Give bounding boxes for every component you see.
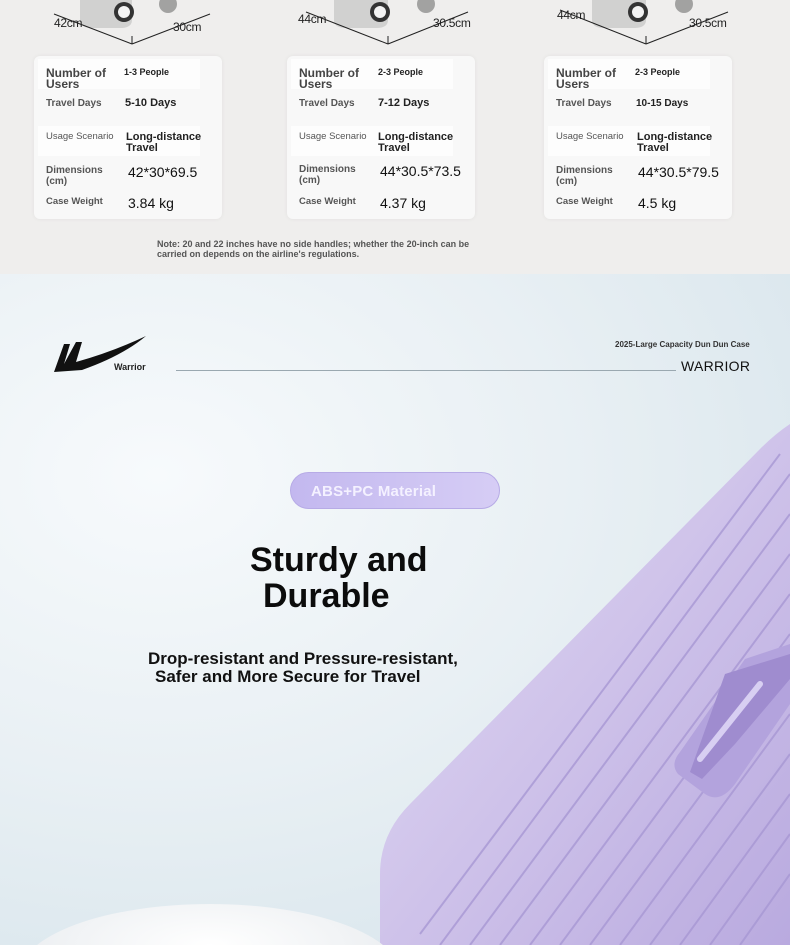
hero-section <box>0 274 790 945</box>
brand-name: WARRIOR <box>681 358 751 374</box>
headline <box>250 542 510 614</box>
subheadline <box>148 650 548 686</box>
spec-card-2 <box>287 56 475 219</box>
logo-text: Warrior <box>114 362 146 372</box>
days-value: 10-15 Days <box>636 98 689 109</box>
material-badge-label: ABS+PC Material <box>311 483 437 500</box>
material-badge <box>290 472 500 509</box>
width-label: 44cm <box>298 12 327 26</box>
subheadline-line-2: Safer and More Secure for Travel <box>155 667 421 686</box>
scenario-key: Usage Scenario <box>556 131 624 142</box>
scenario-key: Usage Scenario <box>299 131 367 142</box>
weight-key: Case Weight <box>299 196 356 207</box>
depth-label: 30cm <box>173 20 202 34</box>
weight-value: 4.5 kg <box>638 195 677 211</box>
users-key: Number of Users <box>46 66 106 91</box>
scenario-value: Long-distance Travel <box>378 131 454 154</box>
dimensions-value: 42*30*69.5 <box>128 164 198 180</box>
dimensions-key: Dimensions (cm) <box>46 165 103 187</box>
weight-value: 3.84 kg <box>128 195 174 211</box>
dimensions-value: 44*30.5*73.5 <box>380 163 461 179</box>
spec-card-3 <box>544 56 732 219</box>
dimensions-key: Dimensions (cm) <box>556 165 613 187</box>
scenario-key: Usage Scenario <box>46 131 114 142</box>
days-key: Travel Days <box>556 98 612 109</box>
depth-label: 30.5cm <box>689 16 727 30</box>
header-divider <box>176 370 676 371</box>
days-key: Travel Days <box>299 98 355 109</box>
scenario-value: Long-distance Travel <box>637 131 713 154</box>
spec-card-1 <box>34 56 222 219</box>
depth-label: 30.5cm <box>433 16 471 30</box>
handle-note: Note: 20 and 22 inches have no side handles; whether the 20-inch can be carried on depends on the airline's regulations. <box>157 239 470 259</box>
days-value: 5-10 Days <box>125 97 177 109</box>
subheadline-line-1: Drop-resistant and Pressure-resistant, <box>148 649 458 668</box>
width-label: 44cm <box>557 8 586 22</box>
weight-key: Case Weight <box>556 196 613 207</box>
width-label: 42cm <box>54 16 83 30</box>
headline-line-1: Sturdy and <box>250 541 428 579</box>
weight-value: 4.37 kg <box>380 195 426 211</box>
dimensions-key: Dimensions (cm) <box>299 164 356 186</box>
users-value: 1-3 People <box>124 67 170 77</box>
spec-section <box>0 0 790 274</box>
product-tagline: 2025-Large Capacity Dun Dun Case <box>615 340 750 349</box>
users-key: Number of Users <box>299 66 359 91</box>
headline-line-2: Durable <box>263 577 390 615</box>
dimensions-value: 44*30.5*79.5 <box>638 164 719 180</box>
scenario-value: Long-distance Travel <box>126 131 202 154</box>
users-value: 2-3 People <box>635 67 681 77</box>
weight-key: Case Weight <box>46 196 103 207</box>
users-key: Number of Users <box>556 66 616 91</box>
days-value: 7-12 Days <box>378 97 430 109</box>
users-value: 2-3 People <box>378 67 424 77</box>
days-key: Travel Days <box>46 98 102 109</box>
